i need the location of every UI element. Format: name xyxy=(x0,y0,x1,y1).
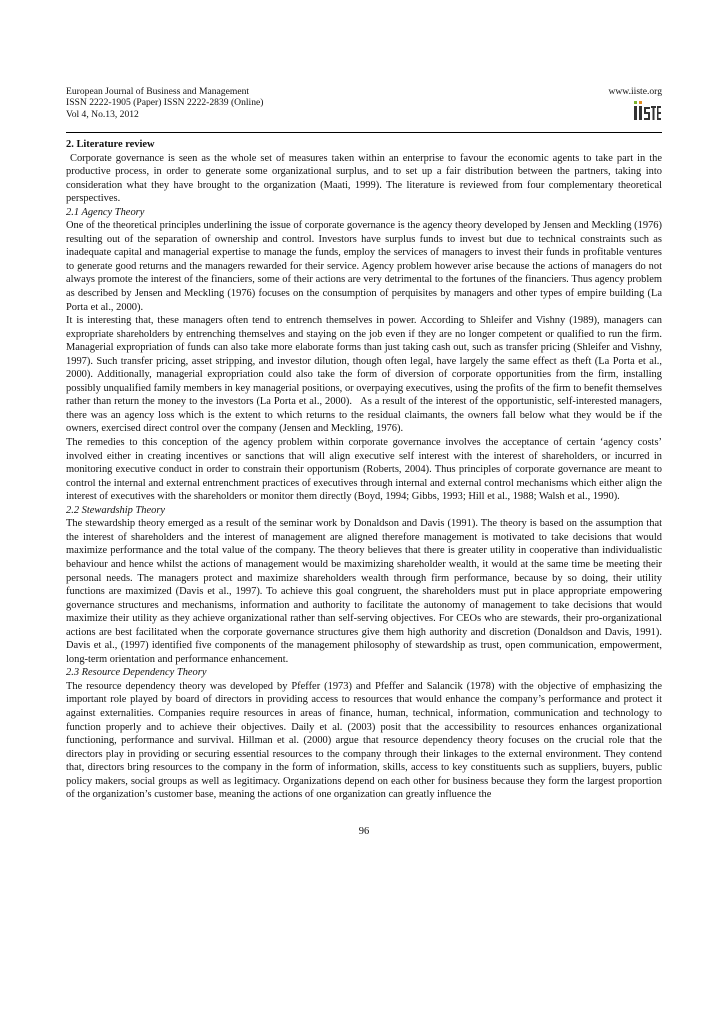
iiste-logo-icon xyxy=(633,100,661,122)
agency-paragraph-3: The remedies to this conception of the agency problem within corporate governance involves the acceptance of certain ‘agency costs’ involved either in creating incentives or sanctions that will align executive self interest with the interest of shareholders, or incurred in monitoring executive conduct in order to constrain their opportunism (Roberts, 2004). Thus principles of corporate governance are meant to control the internal and external entrenchment practices of executives through internal and external control mechanisms which either align the interest of executives with the shareholders or monitor them directly (Boyd, 1994; Gibbs, 1993; Hill et al., 1988; Walsh et al., 1990). xyxy=(66,437,662,503)
resource-paragraph: The resource dependency theory was developed by Pfeffer (1973) and Pfeffer and Salancik (1978) with the objective of emphasizing the important role played by board of directors in providing access to resources that would enhance the company’s performance and protect it against externalities. Companies require resources in areas of finance, human, technical, information, communication and technology to function properly and to achieve their objectives. Daily et al. (2003) posit that the accessibility to resources enhances organizational functioning, performance and survival. Hillman et al. (2000) argue that resource dependency theory focuses on the crucial role that the directors play in providing or securing essential resources to the company through their linkages to the external environment. They contend that, directors bring resources to the company in the form of information, skills, access to key constituents such as suppliers, buyers, public policy makers, social groups as well as legitimacy. Organizations depend on each other for business because they form the largest proportion of the organization’s customer base, meaning the actions of one organization can greatly influence the xyxy=(66,680,662,801)
journal-url: www.iiste.org xyxy=(608,86,662,97)
agency-paragraph-1: One of the theoretical principles underlining the issue of corporate governance is the agency theory developed by Jensen and Meckling (1976) resulting out of the separation of ownership and control. Investors have surplus funds to invest but due to technical constraints such as inadequate capital and managerial expertise to manage the funds, employ the services of managers to invest their funds in profitable ventures to generate good returns and the managers rewarded for their service. Agency problem however arise because the actions of managers do not always promote the interest of the financiers, some of their actions are very detrimental to the fortunes of the financiers. Thus agency problem as described by Jensen and Meckling (1976) focuses on the consumption of perquisites by managers and other types of empire building (La Porta et al., 2000). xyxy=(66,220,662,313)
header-rule xyxy=(66,132,662,133)
subsection-heading-agency: 2.1 Agency Theory xyxy=(66,206,145,218)
section-heading: 2. Literature review xyxy=(66,139,155,150)
journal-header xyxy=(66,86,662,132)
subsection-heading-resource: 2.3 Resource Dependency Theory xyxy=(66,667,207,679)
agency-paragraph-2: It is interesting that, these managers often tend to entrench themselves in power. According to Shleifer and Vishny (1989), managers can expropriate shareholders by entrenching themselves and staying on the job even if they are no longer competent or qualified to run the firm. Managerial expropriation of funds can also take more elaborate forms than just taking cash out, such as transfer pricing (Shleifer and Vishny, 1997). Such transfer pricing, asset stripping, and investor dilution, though often legal, have largely the same effect as theft (La Porta et al., 2000). Additionally, managerial expropriation could also take the form of diversion of corporate opportunities from the firm, installing possibly unqualified family members in key managerial positions, or overpaying executives, using the profits of the firm to benefit themselves rather than return the money to the investors (La Porta et al., 2000). As a result of the interest of the opportunistic, self-interested managers, there was an agency loss which is the extent to which returns to the residual claimants, the owners fall below what they would be if the owners, exercised direct control over the company (Jensen and Meckling, 1976). xyxy=(66,315,662,435)
stewardship-paragraph: The stewardship theory emerged as a result of the seminar work by Donaldson and Davis (1991). The theory is based on the assumption that the interest of shareholders and the interest of management are aligned therefore management is motivated to take decisions that would maximize performance and the total value of the company. The theory believes that there is greater utility in cooperative than individualistic behaviour and hence whilst the actions of management would be maximizing shareholder wealth, it would at the same time be meeting their personal needs. The managers protect and maximize shareholders wealth through firm performance, because by so doing, their utility functions are maximized (Davis et al., 1997). To achieve this goal congruent, the shareholders must put in place appropriate empowering governance structures and mechanisms, information and authority to facilitate the autonomy of management to take decisions that would maximize their utility as they achieve organizational rather than self-serving objectives. For CEOs who are stewards, their pro-organizational actions are best facilitated when the corporate governance structures give them high authority and discretion (Donaldson and Davis, 1991). Davis et al., (1997) identified five components of the management philosophy of stewardship as trust, open communication, empowerment, long-term orientation and performance enhancement. xyxy=(66,518,662,665)
journal-issn: ISSN 2222-1905 (Paper) ISSN 2222-2839 (Online) xyxy=(66,97,264,109)
journal-info xyxy=(66,86,662,120)
subsection-heading-stewardship: 2.2 Stewardship Theory xyxy=(66,504,166,516)
article-body xyxy=(66,138,662,802)
intro-paragraph: Corporate governance is seen as the whole set of measures taken within an enterprise to favour the economic agents to take part in the productive process, in order to generate some organizational surplus, and to set up a fair distribution between the partners, taking into consideration what they have brought to the organization (Maati, 1999). The literature is reviewed from four complementary theoretical perspectives. xyxy=(66,152,662,205)
journal-name: European Journal of Business and Management xyxy=(66,86,250,97)
page xyxy=(66,86,662,802)
page-number: 96 xyxy=(358,826,370,837)
journal-volume: Vol 4, No.13, 2012 xyxy=(66,108,139,120)
